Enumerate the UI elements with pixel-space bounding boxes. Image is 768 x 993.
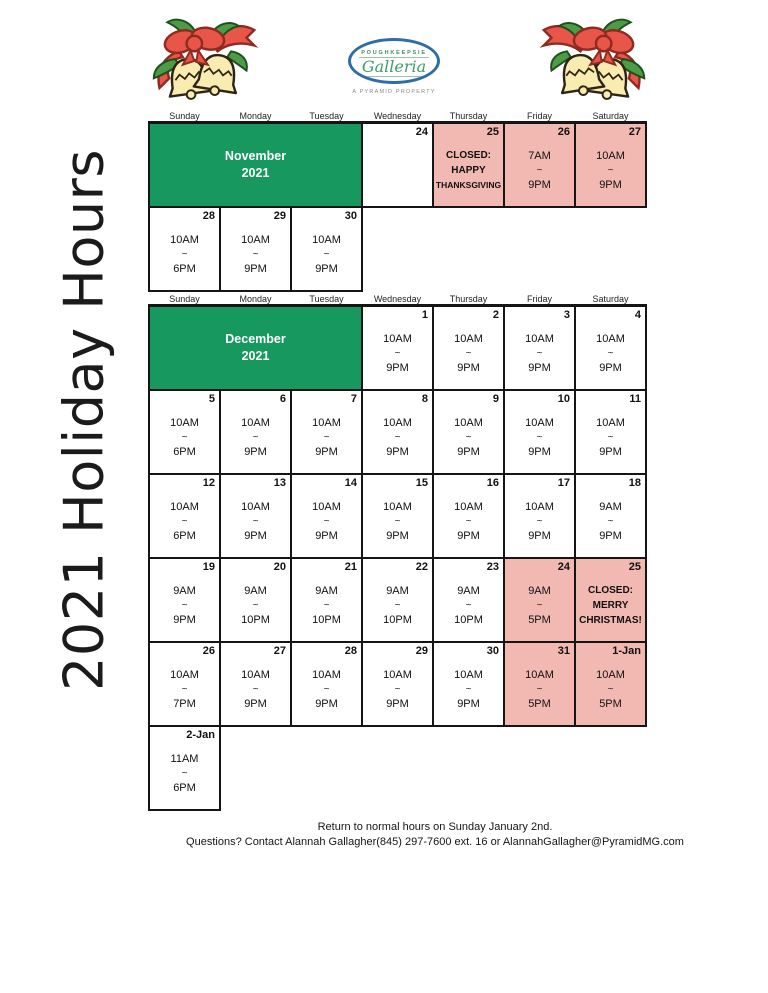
weekday-label: Tuesday [291,291,362,306]
hours-line: 6PM [173,446,196,458]
day-number: 26 [557,126,570,138]
hours-line: HAPPY [451,165,486,176]
december-calendar [148,291,647,811]
hours-line: 10AM [241,669,270,681]
hours-line: 9PM [599,362,622,374]
day-cell-29 [362,642,433,726]
month-name: November [224,149,287,163]
hours-line: 9PM [528,530,551,542]
hours-separator: ~ [465,432,472,443]
day-number: 16 [486,477,499,489]
day-cell-2-Jan [149,726,220,810]
day-number: 28 [344,645,357,657]
hours-label [505,331,574,377]
day-cell-25 [575,558,646,642]
hours-line: 11AM [170,753,199,765]
hours-separator: ~ [607,432,614,443]
hours-line: 10PM [454,614,483,626]
weekday-label: Sunday [149,108,220,123]
logo-city-text: POUGHKEEPSIE [361,50,427,56]
hours-label [363,667,432,713]
day-number: 12 [202,477,215,489]
hours-separator: ~ [607,348,614,359]
day-cell-4 [575,306,646,391]
hours-line: 9PM [315,698,338,710]
day-cell-14 [291,474,362,558]
day-cell-8 [362,390,433,474]
hours-line: 10AM [454,333,483,345]
hours-separator: ~ [465,348,472,359]
day-cell-6 [220,390,291,474]
day-cell-22 [362,558,433,642]
day-number: 31 [557,645,570,657]
weekday-label: Thursday [433,291,504,306]
empty-cell [291,726,362,810]
hours-separator: ~ [323,432,330,443]
hours-line: 6PM [173,263,196,275]
hours-line: MERRY [592,600,629,611]
empty-cell [433,207,504,291]
hours-label [363,499,432,545]
december-weekday-row [149,291,646,306]
weekday-label: Friday [504,108,575,123]
hours-line: CHRISTMAS! [579,615,642,626]
hours-separator: ~ [181,684,188,695]
hours-line: 9PM [244,530,267,542]
hours-separator: ~ [536,516,543,527]
hours-label [505,667,574,713]
day-cell-27 [575,123,646,208]
hours-line: 10AM [454,501,483,513]
hours-line: 10AM [596,150,625,162]
december-row-3 [149,474,646,558]
november-month-cell [149,123,362,208]
weekday-label: Monday [220,108,291,123]
hours-label [434,415,503,461]
hours-label [505,415,574,461]
hours-label [434,667,503,713]
hours-line: 5PM [528,698,551,710]
hours-line: 10AM [596,417,625,429]
hours-line: 10AM [525,501,554,513]
footer-line2: Questions? Contact Alannah Gallagher(845) 297-7600 ext. 16 or AlannahGallagher@PyramidMG.com [186,836,684,848]
hours-line: 9PM [244,446,267,458]
hours-line: CLOSED: [446,150,491,161]
hours-label [576,667,645,713]
hours-line: 9AM [528,585,551,597]
page-title-vertical: 2021 Holiday Hours [52,149,116,691]
day-number: 22 [415,561,428,573]
hours-line: 9AM [315,585,338,597]
hours-line: 9PM [528,179,551,191]
weekday-label: Friday [504,291,575,306]
hours-line: 9PM [528,446,551,458]
empty-cell [504,726,575,810]
day-cell-15 [362,474,433,558]
hours-line: 9PM [386,446,409,458]
december-row-5 [149,642,646,726]
hours-line: 10PM [312,614,341,626]
day-cell-1 [362,306,433,391]
logo-oval [348,38,440,84]
day-number: 18 [628,477,641,489]
closed-label [576,583,645,628]
hours-line: 9AM [457,585,480,597]
day-number: 14 [344,477,357,489]
hours-label [505,148,574,194]
hours-separator: ~ [323,684,330,695]
hours-line: 6PM [173,782,196,794]
month-name: December [225,332,286,346]
hours-line: 10AM [170,234,199,246]
hours-line: 9PM [457,698,480,710]
day-cell-13 [220,474,291,558]
hours-label [221,232,290,278]
hours-separator: ~ [323,600,330,611]
hours-line: 10AM [170,501,199,513]
day-cell-24 [362,123,433,208]
hours-line: 9PM [386,530,409,542]
weekday-label: Saturday [575,291,646,306]
hours-line: 9AM [599,501,622,513]
hours-separator: ~ [181,516,188,527]
day-cell-7 [291,390,362,474]
december-row-6 [149,726,646,810]
empty-cell [433,726,504,810]
hours-line: 9AM [244,585,267,597]
day-number: 21 [344,561,357,573]
christmas-bells-icon [536,12,652,106]
hours-separator: ~ [607,516,614,527]
day-number: 24 [557,561,570,573]
hours-line: 9PM [315,263,338,275]
hours-label [221,499,290,545]
day-cell-5 [149,390,220,474]
hours-label [505,499,574,545]
hours-line: 10AM [454,669,483,681]
hours-line: 5PM [528,614,551,626]
day-cell-27 [220,642,291,726]
day-cell-31 [504,642,575,726]
hours-separator: ~ [252,432,259,443]
logo-tagline: A PYRAMID PROPERTY [352,89,436,95]
hours-line: 10AM [383,501,412,513]
november-row-2 [149,207,646,291]
day-number: 23 [486,561,499,573]
hours-separator: ~ [536,600,543,611]
day-cell-1-Jan [575,642,646,726]
weekday-label: Wednesday [362,291,433,306]
hours-label [221,667,290,713]
hours-label [292,667,361,713]
day-number: 2-Jan [186,729,215,741]
hours-label [150,583,219,629]
footer-line1: Return to normal hours on Sunday January 2nd. [317,821,553,833]
month-year: 2021 [241,349,270,363]
hours-line: 9PM [386,698,409,710]
day-number: 30 [344,210,357,222]
hours-label [434,331,503,377]
hours-line: 9PM [457,362,480,374]
weekday-label: Wednesday [362,108,433,123]
empty-cell [575,207,646,291]
hours-label [505,583,574,629]
day-number: 6 [279,393,286,405]
empty-cell [362,207,433,291]
hours-separator: ~ [607,684,614,695]
hours-label [292,583,361,629]
hours-line: 9PM [599,446,622,458]
hours-line: 10AM [170,669,199,681]
day-cell-30 [433,642,504,726]
hours-line: 10AM [454,417,483,429]
hours-separator: ~ [607,165,614,176]
hours-line: 10AM [170,417,199,429]
hours-label [150,232,219,278]
december-row-4 [149,558,646,642]
hours-line: 10AM [312,501,341,513]
hours-separator: ~ [465,516,472,527]
day-cell-26 [504,123,575,208]
hours-line: 9PM [528,362,551,374]
hours-separator: ~ [181,768,188,779]
hours-line: 5PM [599,698,622,710]
hours-line: 9PM [599,179,622,191]
day-number: 9 [492,393,499,405]
hours-label [150,499,219,545]
day-cell-2 [433,306,504,391]
weekday-label: Tuesday [291,108,362,123]
day-cell-26 [149,642,220,726]
day-cell-20 [220,558,291,642]
day-number: 27 [628,126,641,138]
hours-label [576,148,645,194]
hours-label [434,499,503,545]
hours-label [221,583,290,629]
day-cell-18 [575,474,646,558]
hours-line: 9PM [386,362,409,374]
hours-separator: ~ [252,249,259,260]
hours-label [576,499,645,545]
day-number: 15 [415,477,428,489]
hours-separator: ~ [394,348,401,359]
day-cell-16 [433,474,504,558]
hours-separator: ~ [252,516,259,527]
hours-label [150,415,219,461]
hours-line: 9PM [457,530,480,542]
day-number: 20 [273,561,286,573]
hours-line: 9AM [386,585,409,597]
hours-label [292,415,361,461]
day-cell-24 [504,558,575,642]
hours-separator: ~ [181,432,188,443]
hours-line: 9PM [173,614,196,626]
hours-separator: ~ [181,600,188,611]
hours-line: 7PM [173,698,196,710]
day-cell-28 [149,207,220,291]
day-cell-25 [433,123,504,208]
christmas-bells-icon [146,12,262,106]
hours-separator: ~ [465,684,472,695]
hours-line: 10AM [241,234,270,246]
december-row-1 [149,306,646,391]
empty-cell [575,726,646,810]
day-number: 13 [273,477,286,489]
hours-label [221,415,290,461]
hours-line: 10AM [596,333,625,345]
empty-cell [220,726,291,810]
day-cell-23 [433,558,504,642]
hours-line: 7AM [528,150,551,162]
hours-label [363,415,432,461]
hours-label [292,499,361,545]
hours-line: 9PM [599,530,622,542]
hours-line: 10AM [312,669,341,681]
day-cell-17 [504,474,575,558]
hours-line: THANKSGIVING [435,180,502,190]
december-row-2 [149,390,646,474]
hours-line: 10AM [312,417,341,429]
day-number: 1-Jan [612,645,641,657]
hours-line: 9PM [244,698,267,710]
weekday-label: Sunday [149,291,220,306]
hours-separator: ~ [181,249,188,260]
hours-separator: ~ [394,684,401,695]
weekday-label: Saturday [575,108,646,123]
day-cell-28 [291,642,362,726]
day-number: 1 [421,309,428,321]
hours-separator: ~ [536,432,543,443]
hours-line: 10AM [383,333,412,345]
hours-line: CLOSED: [588,585,633,596]
hours-line: 10PM [383,614,412,626]
hours-line: 9PM [315,446,338,458]
day-number: 26 [202,645,215,657]
day-cell-11 [575,390,646,474]
logo-name-text: Galleria [358,59,430,77]
hours-separator: ~ [536,165,543,176]
day-number: 24 [415,126,428,138]
month-year: 2021 [241,166,270,180]
hours-line: 10AM [525,417,554,429]
empty-cell [362,726,433,810]
hours-line: 9AM [173,585,196,597]
day-cell-3 [504,306,575,391]
day-cell-19 [149,558,220,642]
day-number: 10 [557,393,570,405]
november-calendar [148,108,647,292]
hours-separator: ~ [394,432,401,443]
day-cell-10 [504,390,575,474]
hours-label [150,751,219,797]
day-cell-30 [291,207,362,291]
day-cell-21 [291,558,362,642]
hours-line: 10AM [241,417,270,429]
hours-line: 10AM [525,333,554,345]
day-number: 2 [492,309,499,321]
hours-separator: ~ [252,600,259,611]
day-number: 28 [202,210,215,222]
day-number: 30 [486,645,499,657]
day-cell-9 [433,390,504,474]
hours-label [150,667,219,713]
day-number: 3 [563,309,570,321]
hours-separator: ~ [323,249,330,260]
day-number: 29 [415,645,428,657]
hours-line: 9PM [457,446,480,458]
hours-label [363,331,432,377]
december-month-cell [149,306,362,391]
empty-cell [504,207,575,291]
hours-label [434,583,503,629]
day-number: 19 [202,561,215,573]
day-cell-12 [149,474,220,558]
hours-separator: ~ [252,684,259,695]
hours-line: 10PM [241,614,270,626]
hours-line: 10AM [383,669,412,681]
day-cell-29 [220,207,291,291]
hours-label [576,415,645,461]
galleria-logo [338,38,450,95]
november-row-1 [149,123,646,208]
weekday-label: Thursday [433,108,504,123]
hours-separator: ~ [394,600,401,611]
hours-line: 6PM [173,530,196,542]
day-number: 17 [557,477,570,489]
hours-label [292,232,361,278]
day-number: 5 [208,393,215,405]
hours-separator: ~ [323,516,330,527]
day-number: 25 [628,561,641,573]
hours-separator: ~ [465,600,472,611]
day-number: 8 [421,393,428,405]
day-number: 7 [350,393,357,405]
closed-label [434,148,503,193]
november-weekday-row [149,108,646,123]
hours-label [363,583,432,629]
day-number: 4 [634,309,641,321]
hours-line: 9PM [244,263,267,275]
hours-line: 9PM [315,530,338,542]
day-number: 29 [273,210,286,222]
day-number: 27 [273,645,286,657]
footer-note [150,820,720,850]
hours-line: 10AM [525,669,554,681]
day-number: 25 [486,126,499,138]
hours-separator: ~ [536,684,543,695]
weekday-label: Monday [220,291,291,306]
day-number: 11 [629,393,641,405]
hours-line: 10AM [596,669,625,681]
hours-line: 10AM [312,234,341,246]
hours-separator: ~ [394,516,401,527]
hours-line: 10AM [241,501,270,513]
hours-label [576,331,645,377]
hours-separator: ~ [536,348,543,359]
hours-line: 10AM [383,417,412,429]
